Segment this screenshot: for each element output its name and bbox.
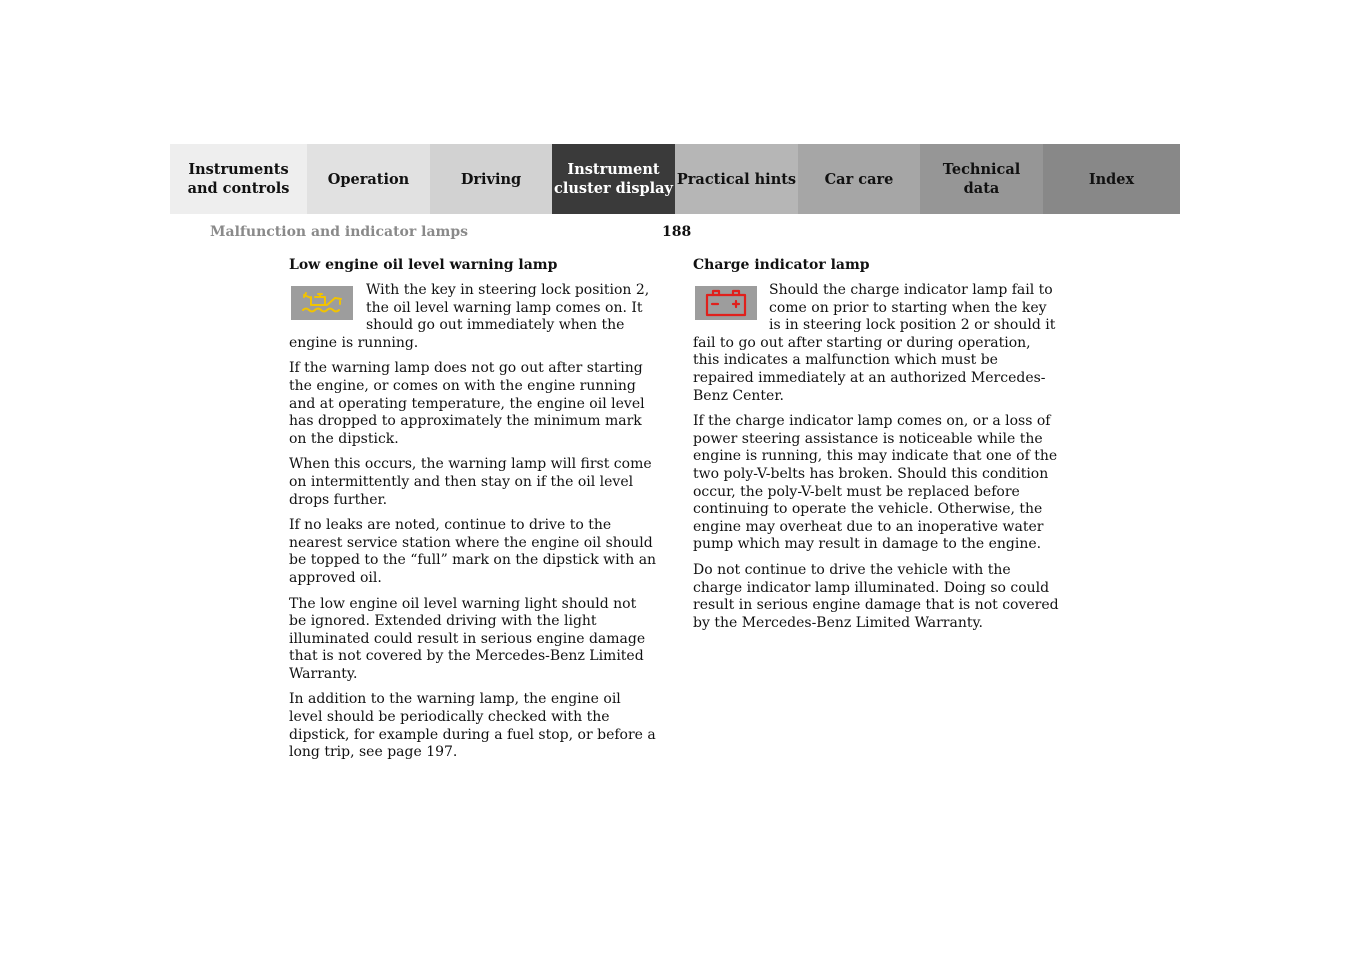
oil-warning-paragraph: With the key in steering lock position 2, the oil level warning lamp comes on. It should go out immediately when the engine is running.	[289, 282, 650, 351]
tab-index[interactable]: Index	[1043, 144, 1180, 214]
charge-indicator-paragraph: Should the charge indicator lamp fail to come on prior to starting when the key is in steering lock position 2 or should it fail to go out after starting or during operation, this indicates a malfunction which must be repaired immediately at an authorized Mercedes-Benz Center.	[693, 282, 1056, 404]
charge-lamp-symbol	[695, 286, 757, 320]
tab-driving[interactable]: Driving	[430, 144, 552, 214]
oil-warning-paragraph: The low engine oil level warning light should not be ignored. Extended driving with the light illuminated could result in serious engine damage that is not covered by the Mercedes-Benz Limited Warranty.	[289, 595, 646, 682]
oil-warning-heading: Low engine oil level warning lamp	[289, 257, 558, 273]
tab-instruments-and-controls[interactable]: Instruments and controls	[170, 144, 307, 214]
oil-level-lamp-symbol	[291, 286, 353, 320]
tab-car-care[interactable]: Car care	[798, 144, 920, 214]
charge-indicator-heading: Charge indicator lamp	[693, 257, 870, 273]
battery-icon	[704, 288, 748, 318]
page-number: 188	[662, 224, 692, 240]
chapter-tab-bar	[170, 144, 1180, 214]
oil-warning-paragraph: If the warning lamp does not go out after starting the engine, or comes on with the engine running and at operating temperature, the engine oil level has dropped to approximately the minimum mark on the dipstick.	[289, 360, 645, 447]
tab-practical-hints[interactable]: Practical hints	[675, 144, 798, 214]
charge-indicator-column	[693, 256, 1061, 640]
section-title: Malfunction and indicator lamps	[210, 224, 469, 240]
oil-warning-paragraph: If no leaks are noted, continue to drive to the nearest service station where the engine oil should be topped to the “full” mark on the dipstick with an approved oil.	[289, 517, 657, 586]
tab-operation[interactable]: Operation	[307, 144, 430, 214]
tab-technical-data[interactable]: Technical data	[920, 144, 1043, 214]
oil-warning-column	[289, 256, 657, 770]
tab-instrument-cluster-display[interactable]: Instrument cluster display	[552, 144, 675, 214]
oil-warning-paragraph: In addition to the warning lamp, the engine oil level should be periodically checked with the dipstick, for example during a fuel stop, or before a long trip, see page 197.	[289, 691, 656, 761]
oil-warning-paragraph: When this occurs, the warning lamp will first come on intermittently and then stay on if the oil level drops further.	[289, 456, 652, 508]
charge-indicator-paragraph: If the charge indicator lamp comes on, or a loss of power steering assistance is noticeable while the engine is running, this may indicate that one of the two poly-V-belts has broken. Should this condition occur, the poly-V-belt must be replaced before continuing to operate the vehicle. Otherwise, the engine may overheat due to an inoperative water pump which may result in damage to the engine.	[693, 413, 1058, 553]
oil-can-warning-icon	[300, 289, 344, 317]
charge-indicator-paragraph: Do not continue to drive the vehicle with the charge indicator lamp illuminated. Doing so could result in serious engine damage that is not covered by the Mercedes-Benz Limited Warranty.	[693, 561, 1059, 631]
